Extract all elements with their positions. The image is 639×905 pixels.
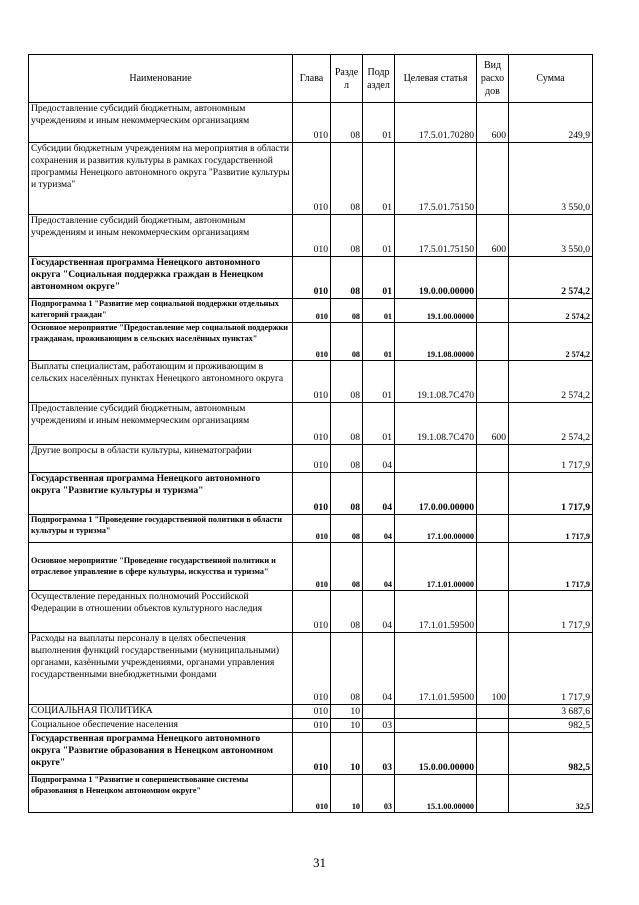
row-razdel: 10 <box>331 775 363 813</box>
row-name: Подпрограмма 1 "Развитие мер социальной поддержки отдельных категорий граждан" <box>29 299 293 323</box>
row-target: 19.1.08.00000 <box>395 323 477 361</box>
row-vid <box>477 591 509 633</box>
table-row <box>29 143 593 215</box>
row-name: СОЦИАЛЬНАЯ ПОЛИТИКА <box>29 705 293 719</box>
row-target: 17.5.01.75150 <box>395 215 477 257</box>
table-row <box>29 403 593 445</box>
row-vid <box>477 361 509 403</box>
row-sum: 1 717,9 <box>509 445 593 473</box>
table-row <box>29 361 593 403</box>
row-name: Расходы на выплаты персоналу в целях обеспечения выполнения функций государственными (муниципальными) органами, казёнными учреждениями, органами управления государственными внебюджетными фондами <box>29 633 293 705</box>
row-sum: 2 574,2 <box>509 403 593 445</box>
row-sum: 982,5 <box>509 719 593 733</box>
table-row <box>29 705 593 719</box>
row-podrazdel <box>363 705 395 719</box>
row-razdel: 08 <box>331 403 363 445</box>
row-glava: 010 <box>293 543 331 591</box>
row-name: Основное мероприятие "Проведение государственной политики и отраслевое управление в сфере культуры, искусства и туризма" <box>29 543 293 591</box>
row-name: Осуществление переданных полномочий Российской Федерации в отношении объектов культурного наследия <box>29 591 293 633</box>
row-podrazdel: 04 <box>363 473 395 515</box>
row-glava: 010 <box>293 403 331 445</box>
row-vid <box>477 705 509 719</box>
row-razdel: 08 <box>331 215 363 257</box>
row-target: 19.0.00.00000 <box>395 257 477 299</box>
table-row <box>29 591 593 633</box>
table-row <box>29 733 593 775</box>
header-name: Наименование <box>29 55 293 103</box>
row-glava: 010 <box>293 775 331 813</box>
row-razdel: 08 <box>331 361 363 403</box>
budget-table <box>28 54 593 813</box>
row-razdel: 10 <box>331 733 363 775</box>
row-razdel: 08 <box>331 515 363 543</box>
row-vid <box>477 719 509 733</box>
row-target: 15.1.00.00000 <box>395 775 477 813</box>
row-glava: 010 <box>293 633 331 705</box>
table-row <box>29 473 593 515</box>
row-razdel: 08 <box>331 143 363 215</box>
row-name: Государственная программа Ненецкого автономного округа "Развитие образования в Ненецком автономном округе" <box>29 733 293 775</box>
table-row <box>29 323 593 361</box>
row-sum: 1 717,9 <box>509 473 593 515</box>
table-row <box>29 103 593 143</box>
row-razdel: 08 <box>331 299 363 323</box>
header-sum: Сумма <box>509 55 593 103</box>
row-vid <box>477 323 509 361</box>
row-target: 19.1.08.7С470 <box>395 361 477 403</box>
row-razdel: 08 <box>331 543 363 591</box>
row-glava: 010 <box>293 103 331 143</box>
row-glava: 010 <box>293 361 331 403</box>
row-podrazdel: 01 <box>363 215 395 257</box>
row-name: Государственная программа Ненецкого автономного округа "Развитие культуры и туризма" <box>29 473 293 515</box>
header-target: Целевая статья <box>395 55 477 103</box>
row-name: Подпрограмма 1 "Проведение государственной политики в области культуры и туризма" <box>29 515 293 543</box>
row-target <box>395 705 477 719</box>
row-podrazdel: 01 <box>363 361 395 403</box>
row-glava: 010 <box>293 515 331 543</box>
row-vid: 100 <box>477 633 509 705</box>
row-sum: 982,5 <box>509 733 593 775</box>
row-target: 17.0.00.00000 <box>395 473 477 515</box>
row-vid <box>477 473 509 515</box>
row-razdel: 08 <box>331 591 363 633</box>
row-glava: 010 <box>293 257 331 299</box>
row-name: Предоставление субсидий бюджетным, автономным учреждениям и иным некоммерческим организациям <box>29 215 293 257</box>
table-row <box>29 775 593 813</box>
row-glava: 010 <box>293 299 331 323</box>
row-sum: 32,5 <box>509 775 593 813</box>
row-podrazdel: 04 <box>363 591 395 633</box>
row-sum: 1 717,9 <box>509 591 593 633</box>
row-sum: 1 717,9 <box>509 633 593 705</box>
row-razdel: 08 <box>331 323 363 361</box>
header-glava: Глава <box>293 55 331 103</box>
row-target: 19.1.08.7С470 <box>395 403 477 445</box>
row-name: Другие вопросы в области культуры, кинематографии <box>29 445 293 473</box>
row-vid <box>477 733 509 775</box>
table-row <box>29 633 593 705</box>
row-razdel: 08 <box>331 445 363 473</box>
table-row <box>29 257 593 299</box>
row-razdel: 08 <box>331 103 363 143</box>
row-vid <box>477 543 509 591</box>
row-vid <box>477 299 509 323</box>
row-sum: 3 550,0 <box>509 143 593 215</box>
table-row <box>29 215 593 257</box>
row-razdel: 08 <box>331 257 363 299</box>
row-podrazdel: 03 <box>363 719 395 733</box>
table-row <box>29 445 593 473</box>
row-glava: 010 <box>293 591 331 633</box>
row-name: Субсидии бюджетным учреждениям на мероприятия в области сохранения и развития культуры в рамках государственной программы Ненецкого автономного округа "Развитие культуры и туризма" <box>29 143 293 215</box>
row-target: 17.1.01.59500 <box>395 633 477 705</box>
row-glava: 010 <box>293 705 331 719</box>
row-podrazdel: 04 <box>363 633 395 705</box>
row-target: 17.1.01.00000 <box>395 543 477 591</box>
row-vid <box>477 257 509 299</box>
table-row <box>29 719 593 733</box>
row-razdel: 08 <box>331 473 363 515</box>
row-sum: 249,9 <box>509 103 593 143</box>
page-number: 31 <box>313 855 326 870</box>
table-row <box>29 299 593 323</box>
row-sum: 1 717,9 <box>509 515 593 543</box>
row-vid <box>477 515 509 543</box>
table-row <box>29 543 593 591</box>
row-podrazdel: 04 <box>363 445 395 473</box>
header-razdel: Разде л <box>331 55 363 103</box>
row-target: 17.5.01.75150 <box>395 143 477 215</box>
row-glava: 010 <box>293 143 331 215</box>
row-sum: 3 550,0 <box>509 215 593 257</box>
row-name: Государственная программа Ненецкого автономного округа "Социальная поддержка граждан в Ненецком автономном округе" <box>29 257 293 299</box>
row-name: Предоставление субсидий бюджетным, автономным учреждениям и иным некоммерческим организациям <box>29 403 293 445</box>
table-header-row <box>29 55 593 103</box>
row-sum: 3 687,6 <box>509 705 593 719</box>
row-vid <box>477 143 509 215</box>
row-glava: 010 <box>293 215 331 257</box>
row-sum: 2 574,2 <box>509 299 593 323</box>
row-name: Предоставление субсидий бюджетным, автономным учреждениям и иным некоммерческим организациям <box>29 103 293 143</box>
row-vid: 600 <box>477 215 509 257</box>
row-glava: 010 <box>293 323 331 361</box>
row-podrazdel: 01 <box>363 257 395 299</box>
row-target: 15.0.00.00000 <box>395 733 477 775</box>
row-target: 19.1.00.00000 <box>395 299 477 323</box>
row-podrazdel: 01 <box>363 103 395 143</box>
row-razdel: 08 <box>331 633 363 705</box>
row-target: 17.5.01.70280 <box>395 103 477 143</box>
row-podrazdel: 04 <box>363 515 395 543</box>
row-podrazdel: 03 <box>363 775 395 813</box>
row-name: Социальное обеспечение населения <box>29 719 293 733</box>
row-podrazdel: 01 <box>363 299 395 323</box>
table-row <box>29 515 593 543</box>
row-podrazdel: 01 <box>363 403 395 445</box>
row-name: Подпрограмма 1 "Развитие и совершенствование системы образования в Ненецком автономном округе" <box>29 775 293 813</box>
row-sum: 2 574,2 <box>509 257 593 299</box>
row-glava: 010 <box>293 719 331 733</box>
row-sum: 2 574,2 <box>509 323 593 361</box>
row-glava: 010 <box>293 733 331 775</box>
row-glava: 010 <box>293 473 331 515</box>
row-sum: 1 717,9 <box>509 543 593 591</box>
row-vid <box>477 775 509 813</box>
row-name: Основное мероприятие "Предоставление мер социальной поддержки гражданам, проживающим в сельских населённых пунктах" <box>29 323 293 361</box>
row-podrazdel: 01 <box>363 323 395 361</box>
row-sum: 2 574,2 <box>509 361 593 403</box>
row-podrazdel: 03 <box>363 733 395 775</box>
row-vid <box>477 445 509 473</box>
row-target: 17.1.00.00000 <box>395 515 477 543</box>
row-vid: 600 <box>477 403 509 445</box>
header-podrazdel: Подр аздел <box>363 55 395 103</box>
row-podrazdel: 01 <box>363 143 395 215</box>
row-glava: 010 <box>293 445 331 473</box>
row-target <box>395 445 477 473</box>
row-podrazdel: 04 <box>363 543 395 591</box>
row-target <box>395 719 477 733</box>
row-vid: 600 <box>477 103 509 143</box>
row-name: Выплаты специалистам, работающим и проживающим в сельских населённых пунктах Ненецкого автономного округа <box>29 361 293 403</box>
header-vid: Вид расхо дов <box>477 55 509 103</box>
row-target: 17.1.01.59500 <box>395 591 477 633</box>
row-razdel: 10 <box>331 705 363 719</box>
row-razdel: 10 <box>331 719 363 733</box>
